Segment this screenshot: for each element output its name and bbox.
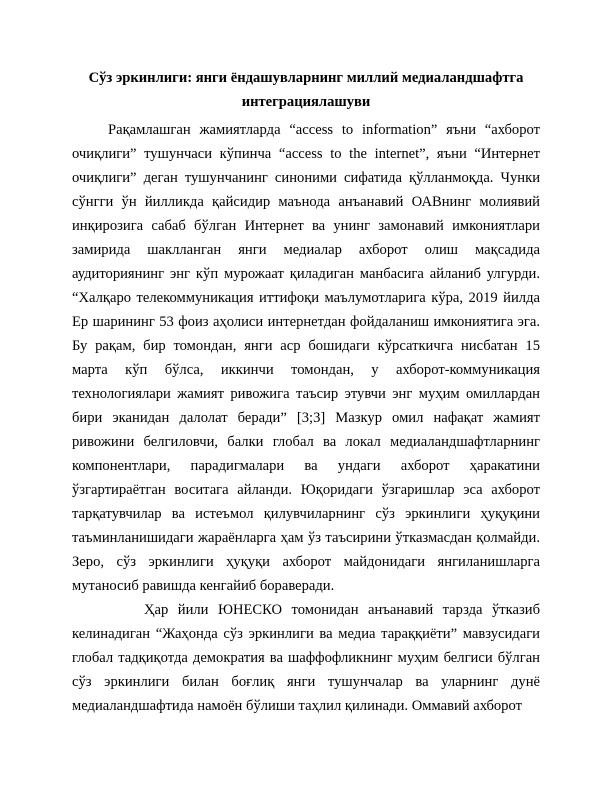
document-title: Сўз эркинлиги: янги ёндашувларнинг миллий медиаландшафтга интеграциялашуви bbox=[88, 70, 524, 110]
body-paragraph-2: Ҳар йили ЮНЕСКО томонидан анъанавий тарзда ўтказиб келинадиган “Жаҳонда сўз эркинлиги ва медиа тараққиёти” мавзусидаги глобал тадқиқотда демократия ва шаффофликнинг муҳим белгиси бўлган сўз эркинлиги билан боғлиқ янги тушунчалар ва уларнинг дунё медиаландшафтида намоён бўлиши таҳлил қилинади. Оммавий ахборот bbox=[72, 602, 540, 714]
body-paragraph-1: Рақамлашган жамиятларда “access to information” яъни “ахборот очиқлиги” тушунчаси кўпинча “access to the internet”, яъни “Интернет очиқлиги” деган тушунчанинг синоними сифатида қўлланмоқда. Чунки сўнгги ўн йилликда қайсидир маънода анъанавий ОАВнинг молиявий инқирозига сабаб бўлган Интернет ва унинг замонавий имкониятлари замирида шаклланган янги медиалар ахборот олиш мақсадида аудиториянинг энг кўп мурожаат қиладиган манбасига айланиб улгурди. “Халқаро телекоммуникация иттифоқи маълумотларига кўра, 2019 йилда Ер шарининг 53 фоиз аҳолиси интернетдан фойдаланиш имкониятига эга. Бу рақам, бир томондан, янги аср бошидаги кўрсаткичга нисбатан 15 марта кўп бўлса, иккинчи томондан, у ахборот-коммуникация технологиялари жамият ривожига таъсир этувчи энг муҳим омиллардан бири эканидан далолат беради” [3;3] Мазкур омил нафақат жамият ривожини белгиловчи, балки глобал ва локал медиаландшафтларнинг компонентлари, парадигмалари ва ундаги ахборот ҳаракатини ўзгартираётган воситага айланди. Юқоридаги ўзгаришлар эса ахборот тарқатувчилар ва истеъмол қилувчиларнинг сўз эркинлиги ҳуқуқини таъминланишидаги жараёнларга ҳам ўз таъсирини ўтказмасдан қолмайди. Зеро, сўз эркинлиги ҳуқуқи ахборот майдонидаги янгиланишларга мутаносиб равишда кенгайиб бораверади. bbox=[72, 122, 540, 594]
